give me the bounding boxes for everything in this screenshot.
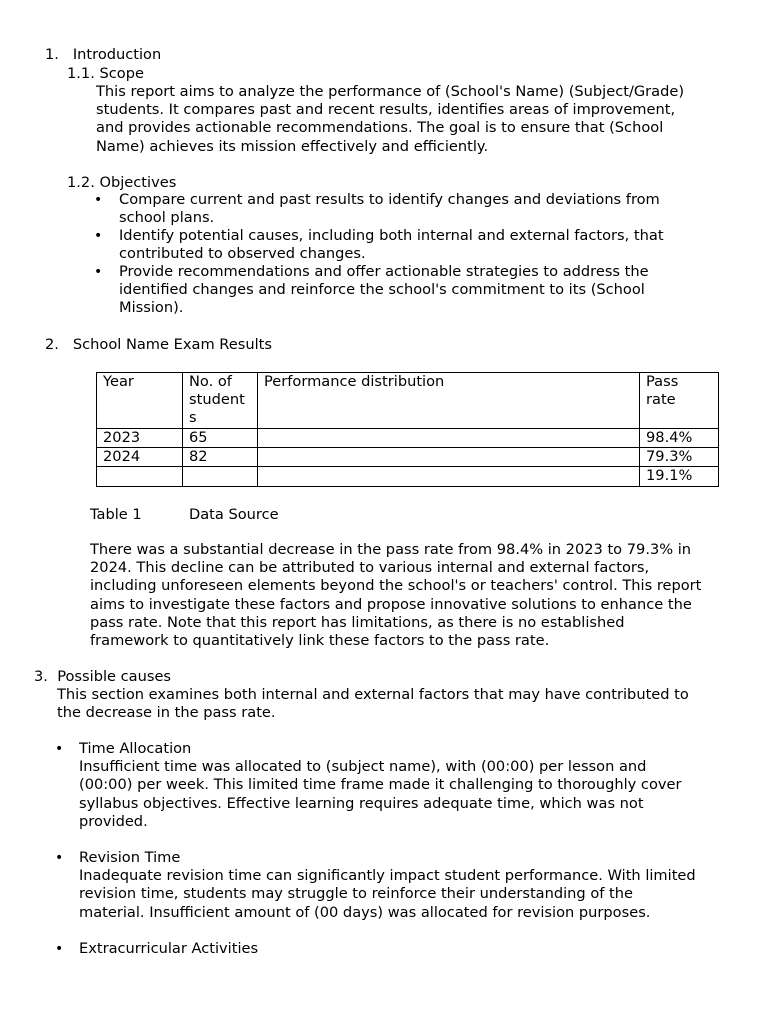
text-line: revision time, students may struggle to reinforce their understanding of the bbox=[79, 885, 633, 903]
caption-text: Data Source bbox=[189, 506, 279, 523]
text-line: Name) achieves its mission effectively and efficiently. bbox=[96, 137, 489, 155]
table-header-row bbox=[97, 373, 719, 429]
header-pass-rate bbox=[640, 373, 719, 429]
header-line: rate bbox=[646, 391, 676, 409]
scope-paragraph bbox=[96, 83, 684, 156]
cause-item-revision-time bbox=[79, 849, 696, 922]
text-line: Compare current and past results to identify changes and deviations from bbox=[119, 191, 660, 208]
bullet-icon: • bbox=[94, 264, 103, 280]
header-line: Pass bbox=[646, 373, 679, 390]
header-year: Year bbox=[97, 373, 183, 429]
text-line: Inadequate revision time can significantly impact student performance. With limited bbox=[79, 867, 696, 885]
cell-pass-rate: 79.3% bbox=[640, 448, 719, 467]
cause-item-time-allocation bbox=[79, 740, 682, 831]
section-title: Scope bbox=[99, 65, 144, 82]
text-line: framework to quantitatively link these factors to the pass rate. bbox=[90, 632, 550, 650]
cell-distribution bbox=[258, 429, 640, 448]
objective-item bbox=[119, 191, 660, 227]
text-line: There was a substantial decrease in the pass rate from 98.4% in 2023 to 79.3% in bbox=[90, 541, 692, 558]
text-line: school plans. bbox=[119, 209, 215, 227]
text-line: contributed to observed changes. bbox=[119, 245, 366, 263]
section-title: School Name Exam Results bbox=[72, 336, 272, 353]
analysis-paragraph bbox=[90, 541, 701, 650]
table-caption-source bbox=[189, 506, 279, 523]
text-line: and provides actionable recommendations. The goal is to ensure that (School bbox=[96, 119, 664, 137]
cell-students: 82 bbox=[183, 448, 258, 467]
text-line: identified changes and reinforce the school's commitment to its (School bbox=[119, 281, 645, 299]
caption-label: Table 1 bbox=[90, 506, 142, 523]
cell-students bbox=[183, 467, 258, 486]
table-caption bbox=[90, 506, 142, 523]
cause-item-extracurricular bbox=[79, 940, 258, 958]
section-number: 1.2. bbox=[67, 174, 95, 191]
section-number: 1.1. bbox=[67, 65, 95, 82]
cell-distribution bbox=[258, 467, 640, 486]
section-title: Objectives bbox=[99, 174, 177, 191]
text-line: material. Insufficient amount of (00 days) was allocated for revision purposes. bbox=[79, 903, 651, 921]
text-line: This report aims to analyze the performance of (School's Name) (Subject/Grade) bbox=[96, 83, 685, 100]
cell-students: 65 bbox=[183, 429, 258, 448]
text-line: syllabus objectives. Effective learning requires adequate time, which was not bbox=[79, 794, 644, 812]
header-students bbox=[183, 373, 258, 429]
text-line: pass rate. Note that this report has limitations, as there is no established bbox=[90, 613, 625, 631]
causes-intro bbox=[57, 686, 689, 722]
cause-title: Time Allocation bbox=[79, 740, 192, 757]
cell-year bbox=[97, 467, 183, 486]
section-number: 2. bbox=[45, 336, 59, 353]
header-line: s bbox=[189, 409, 197, 427]
header-line: student bbox=[189, 391, 245, 409]
table-row bbox=[97, 467, 719, 486]
text-line: (00:00) per week. This limited time frame made it challenging to thoroughly cover bbox=[79, 776, 682, 794]
objective-item bbox=[119, 227, 664, 263]
section-title: Introduction bbox=[72, 46, 162, 63]
cell-pass-rate: 98.4% bbox=[640, 429, 719, 448]
section-1-heading bbox=[45, 46, 161, 63]
cell-year: 2023 bbox=[97, 429, 183, 448]
text-line: Provide recommendations and offer actionable strategies to address the bbox=[119, 263, 649, 280]
bullet-icon: • bbox=[94, 228, 103, 244]
exam-results-table bbox=[96, 372, 719, 487]
cell-distribution bbox=[258, 448, 640, 467]
section-2-heading bbox=[45, 336, 272, 353]
text-line: 2024. This decline can be attributed to various internal and external factors, bbox=[90, 559, 650, 577]
bullet-icon: • bbox=[55, 850, 64, 866]
bullet-icon: • bbox=[55, 941, 64, 957]
text-line: aims to investigate these factors and propose innovative solutions to enhance the bbox=[90, 595, 692, 613]
bullet-icon: • bbox=[55, 741, 64, 757]
header-line: No. of bbox=[189, 373, 232, 390]
table-row bbox=[97, 429, 719, 448]
bullet-icon: • bbox=[94, 192, 103, 208]
text-line: Insufficient time was allocated to (subject name), with (00:00) per lesson and bbox=[79, 758, 647, 776]
section-3-heading bbox=[34, 668, 171, 685]
text-line: provided. bbox=[79, 812, 148, 830]
section-title: Possible causes bbox=[57, 668, 172, 685]
section-number: 1. bbox=[45, 46, 59, 63]
section-1-1-heading bbox=[67, 65, 144, 82]
table-row bbox=[97, 448, 719, 467]
text-line: Identify potential causes, including both internal and external factors, that bbox=[119, 227, 664, 244]
text-line: students. It compares past and recent results, identifies areas of improvement, bbox=[96, 101, 676, 119]
text-line: This section examines both internal and external factors that may have contributed to bbox=[57, 686, 689, 703]
text-line: the decrease in the pass rate. bbox=[57, 704, 276, 722]
text-line: Mission). bbox=[119, 299, 184, 317]
cell-pass-rate: 19.1% bbox=[640, 467, 719, 486]
section-1-2-heading bbox=[67, 174, 176, 191]
text-line: including unforeseen elements beyond the school's or teachers' control. This report bbox=[90, 577, 702, 595]
cause-title: Extracurricular Activities bbox=[79, 940, 259, 957]
header-distribution: Performance distribution bbox=[258, 373, 640, 429]
cause-title: Revision Time bbox=[79, 849, 181, 866]
cell-year: 2024 bbox=[97, 448, 183, 467]
section-number: 3. bbox=[34, 668, 48, 685]
objective-item bbox=[119, 263, 649, 318]
